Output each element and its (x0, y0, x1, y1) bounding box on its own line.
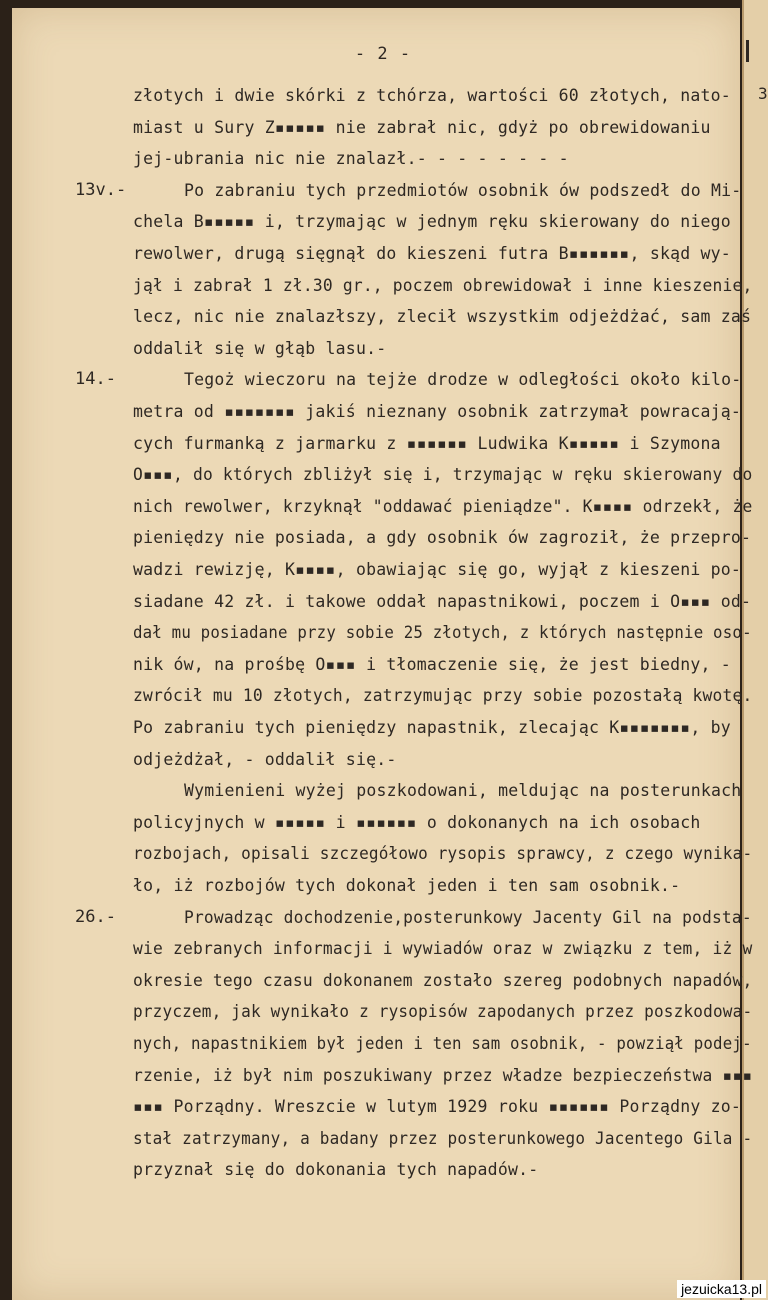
text-line: stał zatrzymany, a badany przez posterunkowego Jacentego Gila - (133, 1128, 753, 1148)
text-line: nich rewolwer, krzyknął "oddawać pieniądze". K▪▪▪▪ odrzekł, że (133, 496, 753, 516)
text-line: Po zabraniu tych pieniędzy napastnik, zlecając K▪▪▪▪▪▪▪, by (133, 718, 731, 737)
text-line: pieniędzy nie posiada, a gdy osobnik ów zagroził, że przepro- (133, 528, 752, 548)
text-line: chela B▪▪▪▪▪ i, trzymając w jednym ręku skierowany do niego (133, 212, 731, 232)
text-line: okresie tego czasu dokonanem zostało szereg podobnych napadów, (133, 970, 753, 990)
text-line: Po zabraniu tych przedmiotów osobnik ów podszedł do Mi- (184, 180, 742, 200)
text-line: miast u Sury Z▪▪▪▪▪ nie zabrał nic, gdyż po obrewidowaniu (133, 117, 711, 137)
text-line: lecz, nic nie znalazłszy, zlecił wszystkim odjeżdżać, sam zaś (133, 307, 752, 327)
page-number: - 2 - (354, 44, 412, 64)
text-line: rzenie, iż był nim poszukiwany przez władze bezpieczeństwa ▪▪▪ (133, 1065, 753, 1085)
text-line: Prowadząc dochodzenie,posterunkowy Jacenty Gil na podsta- (184, 907, 752, 927)
text-line: przyczem, jak wynikało z rysopisów zapodanych przez poszkodowa- (133, 1002, 753, 1022)
text-line: wadzi rewizję, K▪▪▪▪, obawiając się go, wyjął z kieszeni po- (133, 560, 742, 579)
text-line: dał mu posiadane przy sobie 25 złotych, z których następnie oso- (133, 623, 752, 643)
text-line: siadane 42 zł. i takowe oddał napastnikowi, poczem i O▪▪▪ od- (133, 591, 752, 611)
text-line: wie zebranych informacji i wywiadów oraz w związku z tem, iż w (133, 939, 753, 959)
text-line: Tegoż wieczoru na tejże drodze w odległości około kilo- (184, 370, 742, 390)
text-line: cych furmanką z jarmarku z ▪▪▪▪▪▪ Ludwika K▪▪▪▪▪ i Szymona (133, 433, 721, 453)
text-line: O▪▪▪, do których zbliżył się i, trzymając w ręku skierowany do (133, 465, 753, 485)
paragraph-number: 26.- (75, 906, 116, 927)
text-line: policyjnych w ▪▪▪▪▪ i ▪▪▪▪▪▪ o dokonanych na ich osobach (133, 812, 701, 832)
next-page-edge (742, 0, 768, 1300)
text-line: Wymienieni wyżej poszkodowani, meldując na posterunkach (184, 781, 742, 801)
text-line: jej-ubrania nic nie znalazł.- - - - - - - - (133, 149, 569, 169)
text-line: ▪▪▪ Porządny. Wreszcie w lutym 1929 roku ▪▪▪▪▪▪ Porządny zo- (133, 1097, 742, 1117)
text-line: zwrócił mu 10 złotych, zatrzymując przy sobie pozostałą kwotę. (133, 686, 753, 706)
text-line: złotych i dwie skórki z tchórza, wartości 60 złotych, nato- (133, 86, 731, 105)
text-line: nych, napastnikiem był jeden i ten sam osobnik, - powziął podej- (133, 1034, 752, 1053)
text-line: przyznał się do dokonania tych napadów.- (133, 1160, 539, 1180)
watermark: jezuicka13.pl (677, 1280, 766, 1298)
text-line: rozbojach, opisali szczegółowo rysopis sprawcy, z czego wynika- (133, 844, 753, 864)
text-line: rewolwer, drugą sięgnął do kieszeni futra B▪▪▪▪▪▪, skąd wy- (133, 244, 731, 263)
paragraph-number: 14.- (75, 369, 116, 390)
text-line: oddalił się w głąb lasu.- (133, 338, 387, 358)
text-line: ło, iż rozbojów tych dokonał jeden i ten sam osobnik.- (133, 876, 681, 895)
text-line: metra od ▪▪▪▪▪▪▪ jakiś nieznany osobnik zatrzymał powracają- (133, 402, 742, 421)
text-line: odjeżdżał, - oddalił się.- (133, 749, 397, 769)
text-line: nik ów, na prośbę O▪▪▪ i tłomaczenie się, że jest biedny, - (133, 654, 731, 674)
paragraph-number: 13v.- (75, 179, 127, 200)
text-line: jął i zabrał 1 zł.30 gr., poczem obrewidował i inne kieszenie, (133, 275, 753, 295)
next-page-fragment: 3 (758, 84, 768, 103)
